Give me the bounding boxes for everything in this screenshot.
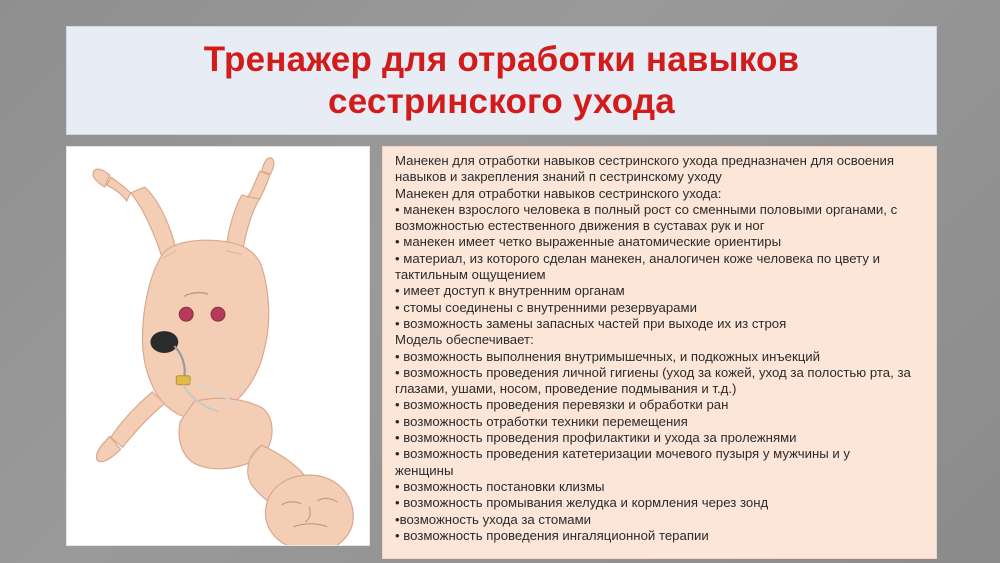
description-line: • имеет доступ к внутренним органам [395, 283, 625, 299]
description-line: • стомы соединены с внутренними резервуарами [395, 299, 697, 315]
description-line: • возможность проведения перевязки и обработки ран [395, 397, 729, 413]
description-line: • возможность отработки техники перемещения [395, 413, 688, 429]
page-title [186, 39, 818, 122]
slide-title-line-1: Тренажер для отработки навыков [203, 40, 800, 80]
description-line: • манекен взрослого человека в полный рост со сменными половыми органами, с [395, 201, 898, 217]
description-line: • возможность проведения катетеризации мочевого пузыря у мужчины и у [395, 446, 851, 462]
description-line: • возможность постановки клизмы [395, 478, 605, 494]
slide-title-line-2: сестринского ухода [328, 81, 675, 121]
description-line: • возможность проведения ингаляционной терапии [395, 527, 709, 543]
nursing-care-manikin-photo [67, 147, 369, 545]
description-line: глазами, ушами, носом, проведение подмывания и т.д.) [395, 381, 737, 397]
description-line: Манекен для отработки навыков сестринского ухода предназначен для освоения [395, 153, 895, 168]
description-line: • возможность промывания желудка и кормления через зонд [395, 495, 769, 511]
description-line: возможностью естественного движения в суставах рук и ног [395, 218, 765, 234]
description-line: Манекен для отработки навыков сестринского ухода: [395, 185, 722, 201]
description-line: • материал, из которого сделан манекен, аналогичен коже человека по цвету и [395, 250, 880, 266]
description-line: навыков и закрепления знаний п сестринскому уходу [395, 169, 722, 185]
description-line: • возможность проведения личной гигиены (уход за кожей, уход за полостью рта, за [395, 364, 911, 380]
slide-title-band [66, 26, 937, 135]
description-line: • манекен имеет четко выраженные анатомические ориентиры [395, 234, 782, 250]
manikin-image-panel [66, 146, 370, 546]
description-line: • возможность выполнения внутримышечных, и подкожных инъекций [395, 348, 820, 364]
description-line: Модель обеспечивает: [395, 332, 534, 348]
description-text-panel [382, 146, 937, 559]
description-line: женщины [395, 462, 454, 478]
description-line: • возможность замены запасных частей при выходе их из строя [395, 315, 787, 331]
description-line: тактильным ощущением [395, 267, 546, 283]
description-line: • возможность проведения профилактики и ухода за пролежнями [395, 430, 797, 446]
description-line: •возможность ухода за стомами [395, 511, 592, 527]
